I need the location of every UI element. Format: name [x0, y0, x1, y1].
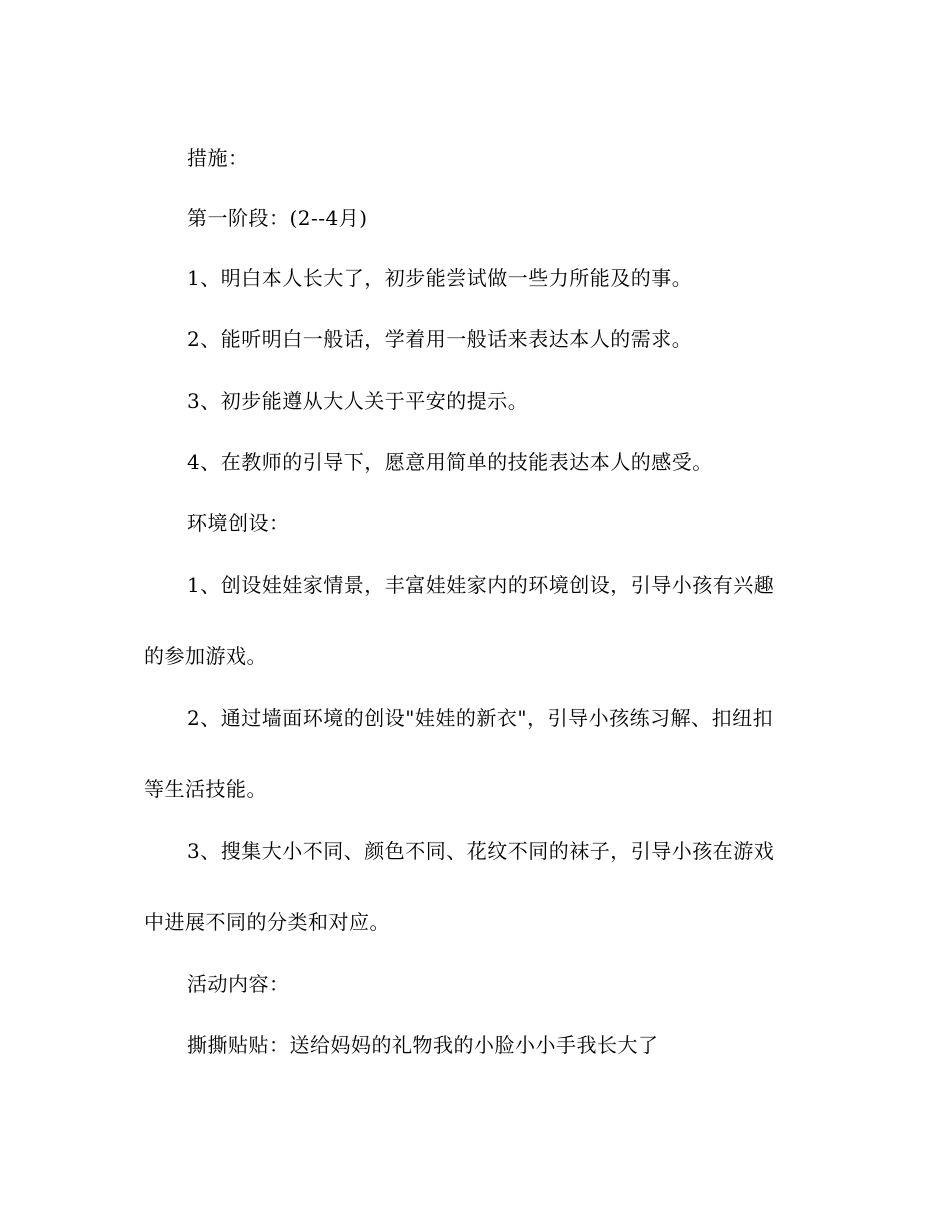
environment-item-3-line-2: 中进展不同的分类和对应。 [144, 910, 390, 934]
activity-list: 撕撕贴贴：送给妈妈的礼物我的小脸小小手我长大了 [187, 1033, 659, 1057]
goal-item-1: 1、明白本人长大了，初步能尝试做一些力所能及的事。 [187, 266, 693, 290]
environment-item-1-line-1: 1、创设娃娃家情景，丰富娃娃家内的环境创设，引导小孩有兴趣 [187, 573, 775, 597]
environment-item-2-line-2: 等生活技能。 [144, 777, 267, 801]
environment-item-1-line-2: 的参加游戏。 [144, 644, 267, 668]
heading-activities: 活动内容： [187, 972, 290, 996]
heading-measures: 措施： [187, 146, 249, 170]
goal-item-3: 3、初步能遵从大人关于平安的提示。 [187, 389, 529, 413]
heading-environment: 环境创设： [187, 511, 290, 535]
environment-item-2-line-1: 2、通过墙面环境的创设"娃娃的新衣"，引导小孩练习解、扣纽扣 [187, 706, 774, 730]
goal-item-4: 4、在教师的引导下，愿意用简单的技能表达本人的感受。 [187, 450, 713, 474]
environment-item-3-line-1: 3、搜集大小不同、颜色不同、花纹不同的袜子，引导小孩在游戏 [187, 839, 775, 863]
goal-item-2: 2、能听明白一般话，学着用一般话来表达本人的需求。 [187, 327, 693, 351]
stage-one-heading: 第一阶段：(2--4月) [187, 206, 368, 230]
